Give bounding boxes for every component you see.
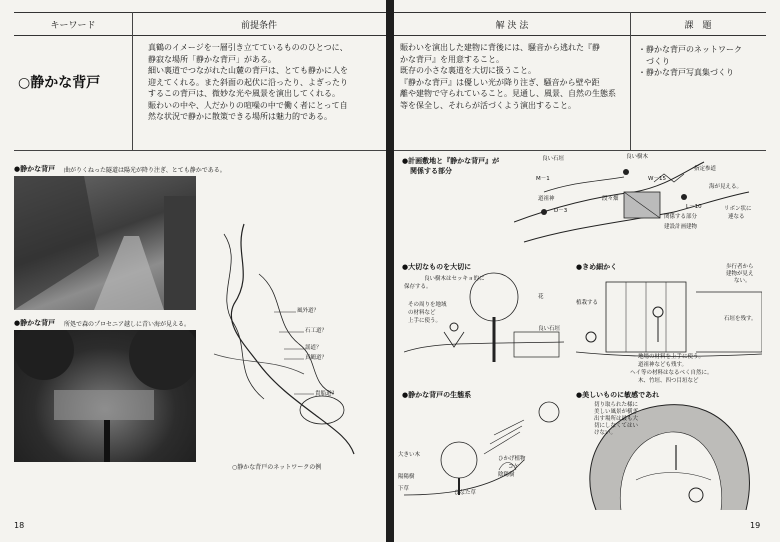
map-label-4: 真鶴道？ [305,355,328,361]
keyword-title: ○静かな背戸 [18,75,101,91]
page-number-left: 18 [14,521,25,530]
page-number-right: 19 [750,521,761,530]
alley-photo [14,176,196,310]
site-label: 指定参道 [694,166,717,172]
detail-label: 道祖神なども残す。 [638,362,688,368]
site-label: M－1 [536,176,550,182]
beauty-text: 出す場所は最も大 [594,416,639,422]
site-label: L－10 [686,204,702,210]
section-detail-title: ●きめ細かく [576,263,618,271]
detail-label: 石垣を残す。 [724,316,757,322]
tree-label: その周りを地域 [408,302,447,308]
tree-label: の材料など [408,310,436,316]
eco-label: ひなた草 [454,490,477,496]
solution-text: 賑わいを演出した建物に背後には、騒音から逃れた『静 かな背戸』を用意すること。 既存の小さな裏道を大切に扱うこと。 『静かな背戸』は優しい光が降り注ぎ、騒音から壁や距 離や建物で守られていること。見通し、風景、自然の生態系 等を保全し、それらが活づくよう演出すること。 [400,43,616,110]
table-bottom-rule [14,150,386,151]
table-header-keyword [14,12,132,36]
left-page [0,0,386,542]
site-label: 段々畑 [602,196,619,202]
detail-label: ヘイ等の材料はなるべく自然に。 [630,370,713,376]
tree-label: 上手に使う。 [408,318,442,324]
section-ecosystem-title: ●静かな背戸の生態系 [402,391,472,399]
tree-label: 花 [538,294,544,300]
detail-label: 地場の材料を上手に使う。 [638,354,705,360]
book-gutter [386,0,394,542]
site-label: 道祖神 [538,196,555,202]
photo1-caption: 曲がりくねった隧道は陽光が降り注ぎ、とても静かである。 [64,167,226,174]
site-label: D－3 [554,208,568,214]
site-label: 良い樹木 [626,154,649,160]
tree-label: 良い石垣 [538,326,561,332]
site-label: W－15 [648,176,666,182]
detail-label: 建物が見え [726,271,754,277]
section-preserve-title: ●大切なものを大切に [402,263,472,271]
task-item: ・静かな背戸のネットワーク [638,45,742,54]
forest-photo-detail [14,330,196,462]
task-list [638,44,762,79]
site-label: 海が見える。 [709,184,743,190]
eco-label: 下草 [398,486,410,492]
table-bottom-rule-right [394,150,766,151]
tree-label: 保存する。 [404,284,432,290]
detail-label: 木、竹垣、四つ目垣など [638,378,699,384]
eco-label: 陰陽樹 [498,472,515,478]
header-solution-label: 解 決 法 [495,20,529,31]
table-header-solution [394,12,630,36]
eco-label: 陽陽樹 [398,474,415,480]
premise-text: 真鶴のイメージを一層引き立てているもののひとつに、 静寂な場所「静かな背戸」がある。 細い裏道でつながれた山麓の背戸は、とても静かに人を 迎えてくれる。また斜面の起伏に沿ったり、よぎったり するこの背戸は、微妙な光や風景を演出してくれる。 賑わいの中や、人だかりの喧噪の中で働く者にとって自 然な状況で静かに散策できる場所は魅力的である。 [148,43,348,121]
eco-label: ひかげ植物 [498,456,526,462]
site-label: 良い石垣 [542,156,565,162]
tree-label: 良い樹木はセッキョ的に [424,276,485,282]
forest-photo [14,330,196,462]
header-premise-label: 前提条件 [240,20,277,31]
beauty-text: 切り取られた様に [594,402,639,408]
table-header-premise [132,12,386,36]
map-label-2: 石工道？ [305,328,328,334]
eco-label: 大きい木 [398,452,421,458]
detail-label: 植栽する [576,300,599,306]
ecosystem-sketch [404,400,574,505]
alley-photo-detail [14,176,196,310]
column-divider-right [630,12,631,150]
section-beauty-title: ●美しいものに敏感であれ [576,391,660,399]
beauty-text: 切にしなくてはい [594,423,639,429]
photo1-title: ●静かな背戸 [14,165,56,173]
beauty-text: 美しい風景が横ぎ [594,409,639,415]
table-header-task [630,12,766,36]
detail-label: ない。 [734,278,751,284]
eco-label: コケ [508,464,520,470]
photo2-title: ●静かな背戸 [14,319,56,327]
map-label-5: 貴船道？ [315,391,338,397]
header-keyword-label: キーワード [50,20,96,31]
header-task-label: 課 題 [684,20,712,31]
task-item: ・静かな背戸写真集づくり [638,68,734,77]
map-caption: ○静かな背戸のネットワークの例 [232,464,322,471]
map-label-1: 風外道？ [297,308,320,314]
site-label: リボン状に [724,206,752,212]
section-site-title: ●計画敷地と『静かな背戸』が 関係する部分 [402,157,500,175]
photo2-caption: 所処で森のプロセニア越しに青い海が見える。 [64,321,191,328]
site-label: 関係する部分 [664,214,698,220]
network-map [204,214,374,459]
task-item: づくり [638,56,670,66]
detail-label: 歩行者から [726,264,754,270]
beauty-text: けない。 [594,430,617,436]
column-divider [132,12,133,150]
right-page [394,0,780,542]
map-label-3: 謡道？ [305,345,322,351]
site-label: 連なる [728,214,745,220]
site-label: 建設計画建物 [664,224,698,230]
